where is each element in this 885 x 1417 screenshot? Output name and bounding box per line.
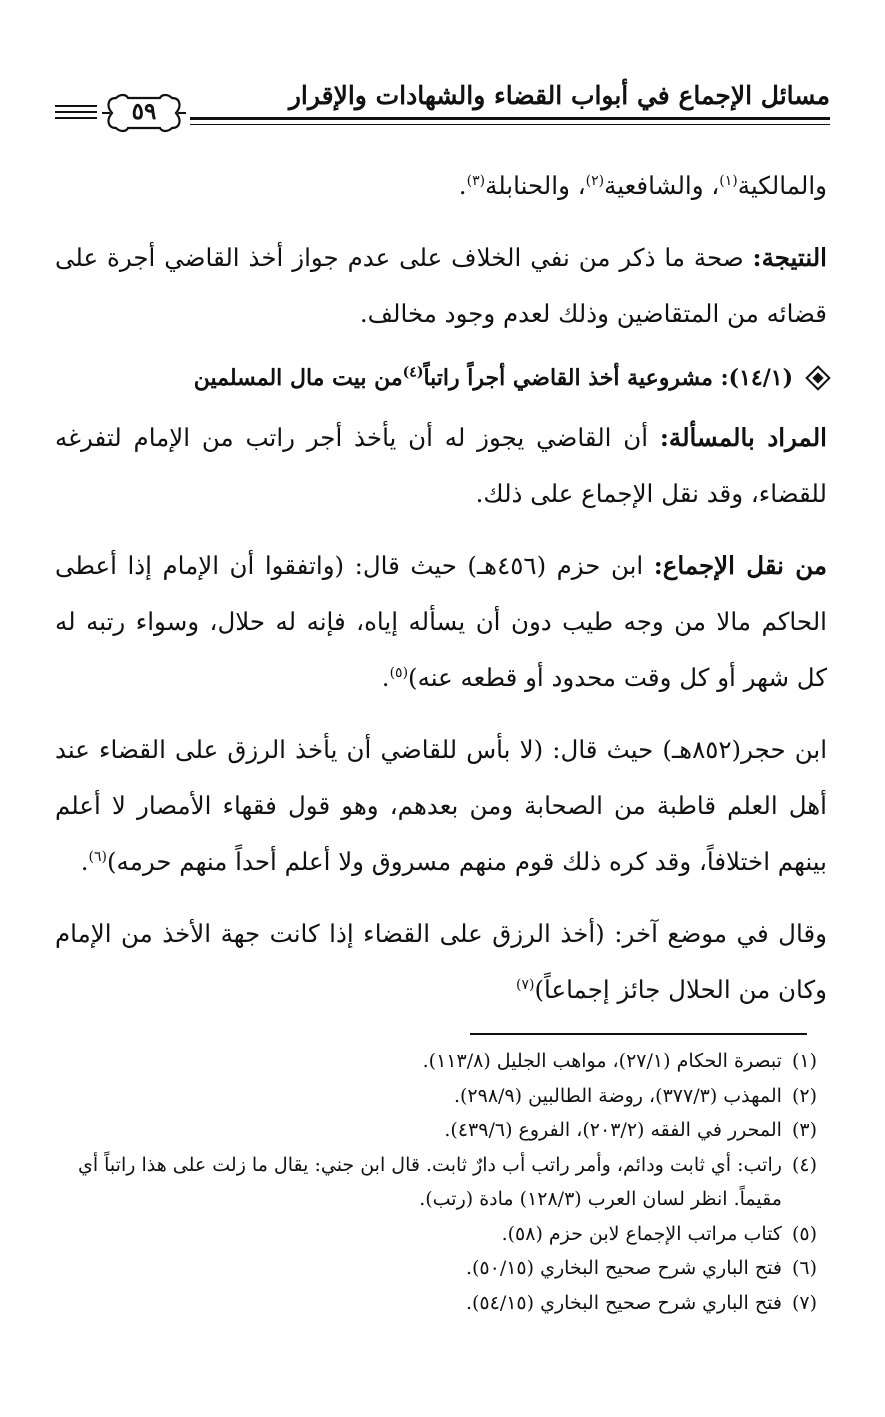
footnote-text: المهذب (٣٧٧/٣)، روضة الطالبين (٢٩٨/٩). — [453, 1084, 782, 1107]
transmitters-label: من نقل الإجماع: — [653, 551, 827, 580]
header-rule-thin — [190, 124, 830, 125]
header-rule-thick — [190, 117, 830, 120]
footnote-ref-5[interactable]: (٥) — [389, 664, 409, 681]
footnote-item — [57, 1217, 817, 1252]
paragraph-ibn-hajar: ابن حجر(٨٥٢هـ) حيث قال: (لا بأس للقاضي أن يأخذ الرزق على القضاء عند أهل العلم قاطبة من الصحابة ومن بعدهم، وهو قول فقهاء الأمصار لا أعلم بينهم اختلافاً، وقد كره ذلك قوم منهم مسروق ولا أعلم أحداً منهم حرمه)$^{(٦)}$. — [55, 735, 827, 876]
footnote-item — [57, 1251, 817, 1286]
footnote-item — [57, 1113, 817, 1148]
footnote-ref-2[interactable]: (٢) — [585, 172, 605, 189]
footnote-number: (٥) — [791, 1222, 817, 1245]
footnote-separator — [470, 1033, 807, 1035]
footnote-text: فتح الباري شرح صحيح البخاري (٥٤/١٥). — [465, 1291, 782, 1314]
paragraph-meaning: المراد بالمسألة: أن القاضي يجوز له أن يأخذ أجر راتب من الإمام لتفرغه للقضاء، وقد نقل الإجماع على ذلك. — [55, 423, 827, 508]
running-header-title: مسائل الإجماع في أبواب القضاء والشهادات والإقرار — [288, 81, 830, 110]
paragraph-result: النتيجة: صحة ما ذكر من نفي الخلاف على عدم جواز أخذ القاضي أجرة على قضائه من المتقاضين وذلك لعدم وجود مخالف. — [55, 243, 827, 328]
header-left-rules — [55, 103, 97, 121]
footnote-text: المحرر في الفقه (٢٠٣/٢)، الفروع (٤٣٩/٦). — [444, 1119, 782, 1141]
footnote-text: فتح الباري شرح صحيح البخاري (٥٠/١٥). — [465, 1257, 782, 1279]
footnote-text: تبصرة الحكام (٢٧/١)، مواهب الجليل (١١٣/٨). — [422, 1050, 782, 1072]
paragraph-1: والمالكية$^{(١)}$، والشافعية$^{(٢)}$، والحنابلة$^{(٣)}$. — [458, 171, 827, 200]
footnote-number: (٧) — [791, 1291, 817, 1314]
paragraph-another-place: وقال في موضع آخر: (أخذ الرزق على القضاء إذا كانت جهة الأخذ من الإمام وكان من الحلال جائز إجماعاً)$^{(٧)}$ — [55, 919, 827, 1004]
footnote-ref-1[interactable]: (١) — [719, 172, 738, 189]
footnote-item — [57, 1044, 817, 1079]
footnote-item — [57, 1286, 817, 1321]
page-number: ٥٩ — [131, 98, 157, 125]
footnote-number: (٣) — [791, 1119, 817, 1141]
result-label: النتيجة: — [752, 243, 827, 272]
footnote-number: (١) — [791, 1050, 817, 1072]
footnote-item — [57, 1148, 817, 1217]
footnote-ref-7[interactable]: (٧) — [515, 976, 535, 993]
footnotes — [57, 1044, 817, 1320]
section-heading: (١٤/١): مشروعية أخذ القاضي أجراً راتباً$^{(٤)}$من بيت مال المسلمين — [55, 358, 827, 398]
footnote-ref-6[interactable]: (٦) — [88, 848, 107, 865]
main-text — [55, 158, 827, 1034]
paragraph-ibn-hazm: من نقل الإجماع: ابن حزم (٤٥٦هـ) حيث قال: (واتفقوا أن الإمام إذا أعطى الحاكم مالا من وجه طيب دون أن يسأله إياه، فإنه له حلال، وسواء رتبه له كل شهر أو كل وقت محدود أو قطعه عنه)$^{(٥)}$. — [55, 551, 827, 692]
footnote-ref-4[interactable]: (٤) — [402, 364, 424, 381]
footnote-text: راتب: أي ثابت ودائم، وأمر راتب أب دارٌ ثابت. قال ابن جني: يقال ما زلت على هذا راتباً أي مقيماً. انظر لسان العرب (١٢٨/٣) مادة (رتب). — [77, 1153, 782, 1210]
footnote-item — [57, 1079, 817, 1114]
footnote-text: كتاب مراتب الإجماع لابن حزم (٥٨). — [501, 1222, 782, 1245]
footnote-number: (٢) — [791, 1084, 817, 1107]
page-number-badge — [98, 90, 190, 136]
diamond-bullet-icon — [805, 365, 830, 390]
footnote-number: (٦) — [791, 1257, 817, 1279]
meaning-label: المراد بالمسألة: — [659, 423, 827, 452]
footnote-ref-3[interactable]: (٣) — [466, 172, 486, 189]
footnote-number: (٤) — [791, 1153, 817, 1176]
